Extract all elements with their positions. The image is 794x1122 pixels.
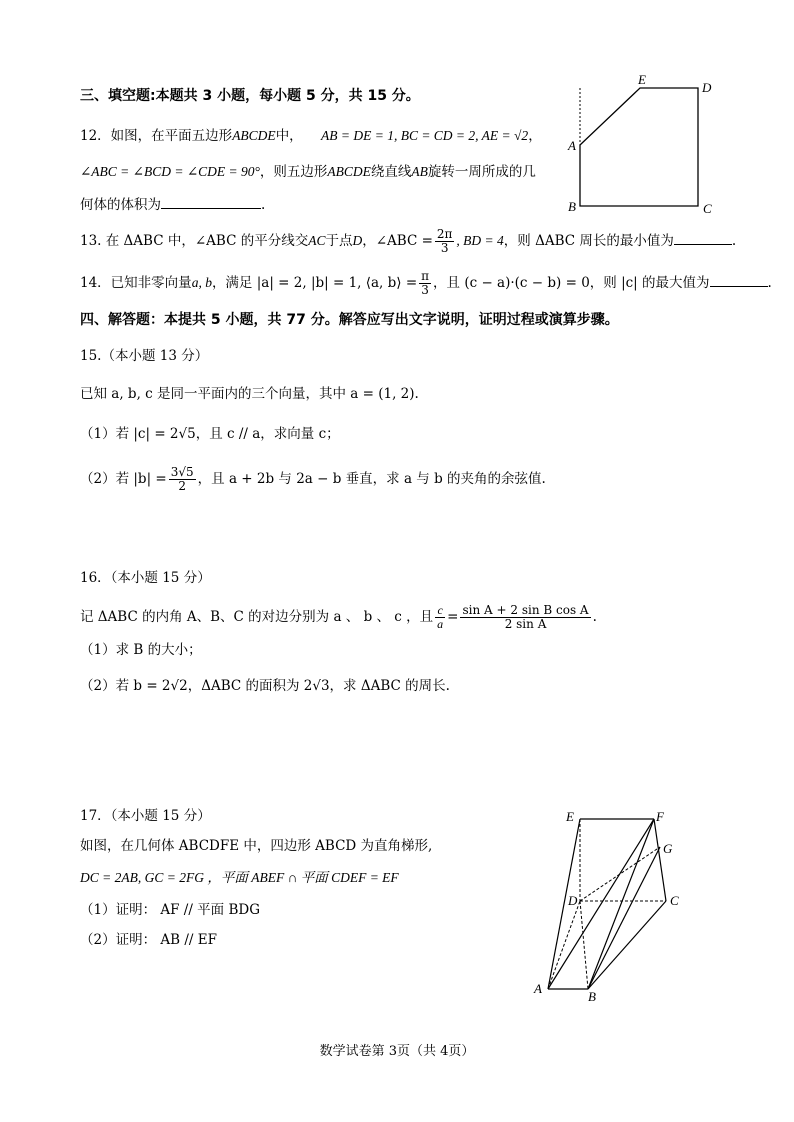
section-3-title: 三、填空题:本题共 3 小题，每小题 5 分，共 15 分。 xyxy=(80,88,420,104)
q12-line3 xyxy=(80,194,265,215)
q13-ac: AC xyxy=(308,233,326,248)
q12-pentagon-name: ABCDE xyxy=(232,128,276,143)
q13-frac-den: 3 xyxy=(440,241,449,255)
q15-header: 15.（本小题 13 分） xyxy=(80,348,209,364)
label-G: G xyxy=(663,841,673,856)
q14-frac-den: 3 xyxy=(421,283,429,297)
q17-stem2 xyxy=(80,868,399,888)
label-E: E xyxy=(638,72,646,87)
q14-fraction xyxy=(419,270,431,297)
q14-end: . xyxy=(767,275,772,291)
label-C: C xyxy=(670,893,679,908)
q14-text: ，满足 |a| = 2, |b| = 1, ⟨a, b⟩ = xyxy=(211,275,418,291)
q12-line2 xyxy=(80,162,536,182)
q14-text: ，且 (c − a)·(c − b) = 0，则 |c| 的最大值为 xyxy=(433,275,710,291)
q15-frac-num: 3√5 xyxy=(170,465,194,479)
q12-text: ，则五边形 xyxy=(259,164,328,180)
q16-eq: = xyxy=(447,609,459,625)
q13-bd: , BD = 4 xyxy=(456,233,504,248)
q12-axis: AB xyxy=(411,164,428,179)
q13-end: . xyxy=(731,233,737,249)
q13-text: ，∠ABC = xyxy=(362,233,433,249)
q14-vectors: a, b xyxy=(191,275,212,290)
q15-part1: （1）若 |c| = 2√5，且 c // a，求向量 c； xyxy=(80,426,340,442)
q13-text: 于点 xyxy=(325,233,353,249)
q15-frac-den: 2 xyxy=(178,479,187,493)
label-D: D xyxy=(568,893,578,908)
q14-frac-num: π xyxy=(421,269,430,283)
q17-stem2-text: DC = 2AB, GC = 2FG ，平面 ABEF ∩ 平面 CDEF = EF xyxy=(80,870,399,885)
q15-part2 xyxy=(80,466,546,493)
q16-header: 16．（本小题 15 分） xyxy=(80,570,211,586)
edge-BG xyxy=(588,847,660,989)
q14-answer-blank[interactable] xyxy=(710,272,768,287)
q12-text: 中， xyxy=(275,128,303,144)
label-D: D xyxy=(702,80,712,95)
q16-stem xyxy=(80,604,597,631)
q16-end: . xyxy=(592,609,597,625)
q13-fraction xyxy=(435,228,455,255)
q15-text: （2）若 |b| = xyxy=(80,471,167,487)
q16-frac-ca xyxy=(435,604,445,631)
pentagon-outline xyxy=(580,88,698,206)
q16-frac-num: c xyxy=(435,604,445,618)
edge-FC xyxy=(654,819,666,901)
edge-DB-hidden xyxy=(580,901,588,989)
pentagon-figure xyxy=(560,70,720,220)
q16-frac-sin xyxy=(460,604,590,631)
q16-text: 记 ΔABC 的内角 A、B、C 的对边分别为 a 、 b 、 c ，且 xyxy=(80,609,434,625)
edge-BF xyxy=(588,819,654,989)
q16-frac-den2: 2 sin A xyxy=(504,617,547,631)
label-C: C xyxy=(703,201,712,216)
label-A: A xyxy=(534,981,542,996)
q12-text: 旋转一周所成的几 xyxy=(427,164,536,180)
q12-line1 xyxy=(80,126,542,146)
q12-text: 何体的体积为 xyxy=(80,197,161,213)
q17-part2: （2）证明： AB // EF xyxy=(80,932,217,948)
solid-figure xyxy=(530,805,700,1005)
label-B: B xyxy=(568,199,576,214)
q12-math: AB = DE = 1, BC = CD = 2, AE = √2 xyxy=(320,128,529,143)
q12-angles: ∠ABC = ∠BCD = ∠CDE = 90° xyxy=(80,164,260,179)
edge-BC xyxy=(588,901,666,989)
q13-text: ，则 ΔABC 周长的最小值为 xyxy=(503,233,674,249)
page-footer: 数学试卷第 3页（共 4页） xyxy=(319,1044,475,1059)
section-4-title: 四、解答题：本提共 5 小题，共 77 分。解答应写出文字说明，证明过程或演算步骤。 xyxy=(80,312,619,328)
label-B: B xyxy=(588,989,596,1004)
q17-stem1: 如图，在几何体 ABCDFE 中，四边形 ABCD 为直角梯形, xyxy=(80,838,433,854)
q12-text: 绕直线 xyxy=(370,164,412,180)
q17-part1: （1）证明： AF // 平面 BDG xyxy=(80,902,260,918)
q17-header: 17．（本小题 15 分） xyxy=(80,808,211,824)
q16-part2: （2）若 b = 2√2，ΔABC 的面积为 2√3，求 ΔABC 的周长. xyxy=(80,678,450,694)
q12-text: 12．如图，在平面五边形 xyxy=(80,128,233,144)
q15-fraction xyxy=(169,466,196,493)
q13-d: D xyxy=(352,233,363,248)
label-E: E xyxy=(566,809,574,824)
q16-frac-den: a xyxy=(437,617,444,631)
q12-text: . xyxy=(261,197,266,213)
q13-text: 13. 在 ΔABC 中，∠ABC 的平分线交 xyxy=(80,233,309,249)
q16-part1: （1）求 B 的大小； xyxy=(80,642,202,658)
label-F: F xyxy=(656,809,664,824)
q12-answer-blank[interactable] xyxy=(161,194,261,209)
q15-text: ，且 a + 2b 与 2a − b 垂直，求 a 与 b 的夹角的余弦值. xyxy=(197,471,546,487)
q13-answer-blank[interactable] xyxy=(674,230,732,245)
q15-stem: 已知 a, b, c 是同一平面内的三个向量，其中 a = (1, 2). xyxy=(80,386,419,402)
q12-pentagon-name: ABCDE xyxy=(327,164,371,179)
q16-frac-num2: sin A + 2 sin B cos A xyxy=(462,603,589,617)
q13-frac-num: 2π xyxy=(436,227,453,241)
q13-line xyxy=(80,228,736,255)
q14-text: 14．已知非零向量 xyxy=(80,275,192,291)
q14-line xyxy=(80,270,772,297)
label-A: A xyxy=(568,138,576,153)
q12-text: ， xyxy=(528,128,542,144)
